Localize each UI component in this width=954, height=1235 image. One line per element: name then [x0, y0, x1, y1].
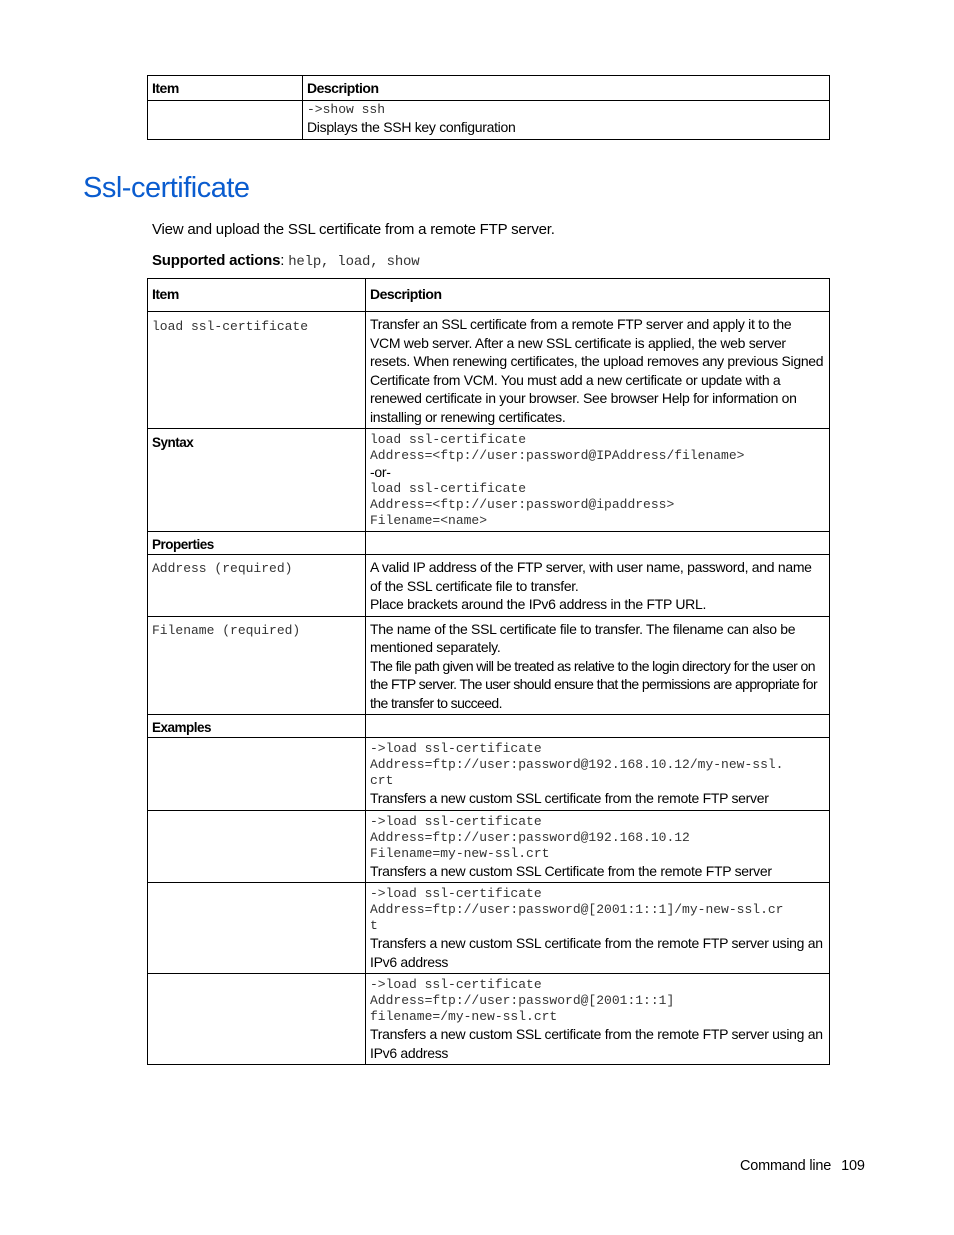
syntax-line: Filename=<name> — [370, 513, 488, 528]
properties-label: Properties — [152, 537, 214, 552]
example-code-line: ->load ssl-certificate — [370, 813, 542, 829]
example-cell — [366, 810, 830, 883]
table-header-row — [148, 76, 830, 101]
example-code-line: Address=ftp://user:password@[2001:1::1] — [370, 993, 675, 1008]
syntax-line: Address=<ftp://user:password@IPAddress/filename> — [370, 448, 745, 463]
filename-item: Filename (required) — [152, 622, 301, 638]
example-cell — [366, 974, 830, 1065]
address-item: Address (required) — [152, 561, 293, 576]
example-description: Transfers a new custom SSL Certificate from the remote FTP server — [370, 862, 772, 879]
syntax-label: Syntax — [152, 435, 194, 450]
description-cell — [303, 100, 830, 139]
ssl-certificate-table — [147, 278, 830, 1065]
item-cell — [148, 974, 366, 1065]
command-example: ->show ssh — [307, 101, 386, 117]
supported-actions-label: Supported actions — [152, 252, 281, 269]
syntax-line: Address=<ftp://user:password@ipaddress> — [370, 497, 675, 512]
address-description — [366, 555, 830, 617]
example-description: Transfers a new custom SSL certificate from the remote FTP server using an IPv6 address — [370, 935, 823, 970]
item-cell — [148, 429, 366, 532]
header-item: Item — [148, 76, 303, 101]
ssh-table — [147, 75, 830, 140]
item-cell — [148, 738, 366, 811]
section-intro: View and upload the SSL certificate from a remote FTP server. — [152, 221, 555, 238]
table-row — [148, 429, 830, 532]
page-number: 109 — [841, 1158, 865, 1174]
table-row — [148, 616, 830, 715]
example-code-line: ->load ssl-certificate — [370, 977, 542, 992]
table-row — [148, 100, 830, 139]
header-description: Description — [366, 279, 830, 312]
syntax-line: load ssl-certificate — [370, 481, 527, 496]
example-row — [148, 974, 830, 1065]
syntax-line: load ssl-certificate — [370, 432, 527, 447]
footer-label: Command line — [740, 1158, 832, 1174]
syntax-cell — [366, 429, 830, 532]
table-row — [148, 715, 830, 738]
syntax-or: -or- — [370, 464, 391, 480]
supported-actions-sep: : — [280, 252, 289, 269]
item-cell — [148, 616, 366, 715]
table-row — [148, 312, 830, 429]
header-description: Description — [303, 76, 830, 101]
filename-desc-2: The file path given will be treated as relative to the login directory for the user on the FTP server. The user should ensure that the permissions are appropriate for the transfer to succeed. — [370, 657, 818, 711]
filename-desc-1: The name of the SSL certificate file to transfer. The filename can also be mentioned separately. — [370, 620, 796, 655]
example-code-line: Address=ftp://user:password@[2001:1::1]/my-new-ssl.cr — [370, 902, 784, 917]
supported-actions — [152, 252, 419, 270]
example-description: Transfers a new custom SSL certificate from the remote FTP server — [370, 790, 769, 806]
page-footer — [740, 1158, 865, 1174]
header-item: Item — [148, 279, 366, 312]
load-description: Transfer an SSL certificate from a remote FTP server and apply it to the VCM web server. After a new SSL certificate is applied, the web server resets. When renewing certificates, the upload removes any previous Signed Certificate from VCM. You must add a new certificate or update with a renewed certificate in your browser. See browser Help for information on installing or renewing certificates. — [366, 312, 830, 429]
example-cell — [366, 883, 830, 974]
table-row — [148, 555, 830, 617]
example-cell — [366, 738, 830, 811]
example-code-line: Address=ftp://user:password@192.168.10.12/my-new-ssl. — [370, 757, 784, 772]
address-desc-2: Place brackets around the IPv6 address in the FTP URL. — [370, 596, 707, 612]
item-cell — [148, 100, 303, 139]
description-text: Displays the SSH key configuration — [307, 118, 516, 135]
example-row — [148, 883, 830, 974]
example-code-line: ->load ssl-certificate — [370, 741, 542, 756]
supported-actions-values: help, load, show — [288, 254, 420, 270]
load-ssl-certificate-item: load ssl-certificate — [152, 319, 309, 334]
empty-cell — [366, 715, 830, 738]
example-code-line: filename=/my-new-ssl.crt — [370, 1009, 558, 1024]
table-row — [148, 532, 830, 555]
item-cell — [148, 810, 366, 883]
address-desc-1: A valid IP address of the FTP server, with user name, password, and name of the SSL certificate file to transfer. — [370, 559, 812, 594]
example-description: Transfers a new custom SSL certificate from the remote FTP server using an IPv6 address — [370, 1026, 823, 1061]
item-cell — [148, 312, 366, 429]
item-cell — [148, 555, 366, 617]
example-row — [148, 810, 830, 883]
table-header-row — [148, 279, 830, 312]
item-cell — [148, 532, 366, 555]
example-code-line: Address=ftp://user:password@192.168.10.12 — [370, 829, 690, 845]
filename-description — [366, 616, 830, 715]
item-cell — [148, 715, 366, 738]
example-row — [148, 738, 830, 811]
item-cell — [148, 883, 366, 974]
section-title: Ssl-certificate — [83, 172, 250, 204]
examples-label: Examples — [152, 720, 212, 735]
example-code-line: crt — [370, 773, 394, 788]
empty-cell — [366, 532, 830, 555]
example-code-line: Filename=my-new-ssl.crt — [370, 845, 550, 861]
example-code-line: ->load ssl-certificate — [370, 886, 542, 901]
example-code-line: t — [370, 918, 378, 933]
